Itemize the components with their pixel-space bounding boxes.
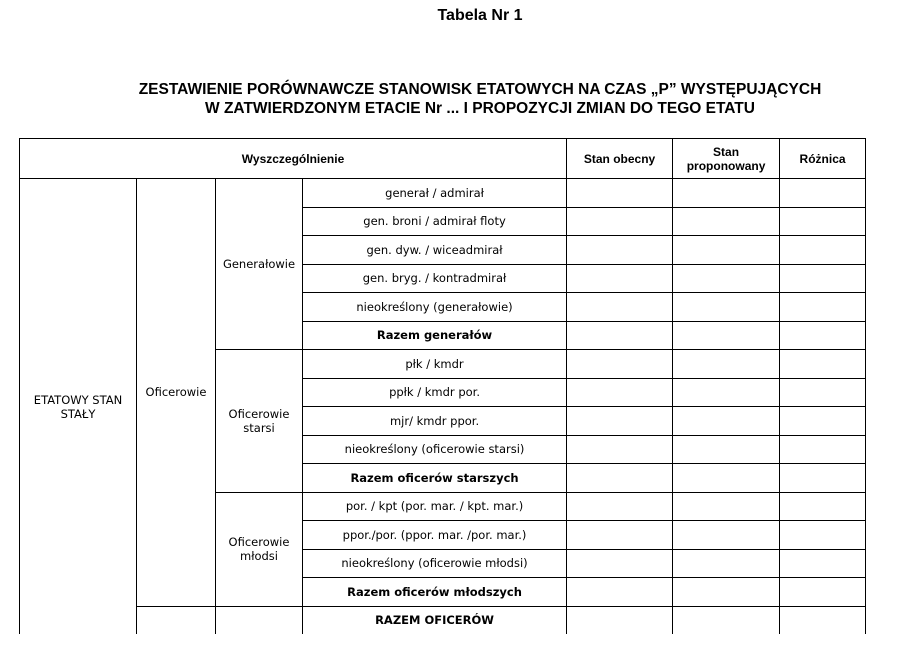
proposed-value-cell	[673, 321, 780, 350]
proposed-value-cell	[673, 549, 780, 578]
proposed-value-cell	[673, 264, 780, 293]
current-value-cell	[567, 321, 673, 350]
current-value-cell	[567, 521, 673, 550]
current-value-cell	[567, 293, 673, 322]
senior-officers-subtotal-label: Razem oficerów starszych	[303, 464, 567, 493]
difference-value-cell	[780, 321, 866, 350]
rank-label: generał / admirał	[303, 179, 567, 208]
proposed-value-cell	[673, 378, 780, 407]
difference-value-cell	[780, 492, 866, 521]
heading-line-1: ZESTAWIENIE PORÓWNAWCZE STANOWISK ETATOWYCH NA CZAS „P” WYSTĘPUJĄCYCH	[138, 81, 822, 98]
heading-line-2: W ZATWIERDZONYM ETACIE Nr ... I PROPOZYCJI ZMIAN DO TEGO ETATU	[205, 100, 755, 117]
rank-label: por. / kpt (por. mar. / kpt. mar.)	[303, 492, 567, 521]
difference-value-cell	[780, 549, 866, 578]
current-value-cell	[567, 549, 673, 578]
difference-value-cell	[780, 464, 866, 493]
current-value-cell	[567, 435, 673, 464]
current-value-cell	[567, 236, 673, 265]
proposed-value-cell	[673, 521, 780, 550]
current-value-cell	[567, 606, 673, 634]
proposed-value-cell	[673, 606, 780, 634]
proposed-value-cell	[673, 236, 780, 265]
current-value-cell	[567, 464, 673, 493]
current-value-cell	[567, 407, 673, 436]
current-value-cell	[567, 578, 673, 607]
rank-label: nieokreślony (oficerowie młodsi)	[303, 549, 567, 578]
difference-value-cell	[780, 264, 866, 293]
officers-column-continuation	[137, 606, 216, 634]
current-value-cell	[567, 378, 673, 407]
difference-value-cell	[780, 578, 866, 607]
proposed-value-cell	[673, 578, 780, 607]
proposed-value-cell	[673, 207, 780, 236]
column-header-difference: Różnica	[780, 139, 866, 179]
officers-total-label: RAZEM OFICERÓW	[303, 606, 567, 634]
difference-value-cell	[780, 606, 866, 634]
generals-group-label: Generałowie	[216, 179, 303, 350]
current-value-cell	[567, 350, 673, 379]
proposed-value-cell	[673, 464, 780, 493]
column-header-current: Stan obecny	[567, 139, 673, 179]
rank-label: ppłk / kmdr por.	[303, 378, 567, 407]
rank-label: gen. broni / admirał floty	[303, 207, 567, 236]
current-value-cell	[567, 264, 673, 293]
proposed-value-cell	[673, 350, 780, 379]
rank-label: nieokreślony (generałowie)	[303, 293, 567, 322]
column-header-proposed: Stan proponowany	[673, 139, 780, 179]
difference-value-cell	[780, 407, 866, 436]
senior-officers-group-label: Oficerowie starsi	[216, 350, 303, 493]
junior-officers-subtotal-label: Razem oficerów młodszych	[303, 578, 567, 607]
current-value-cell	[567, 207, 673, 236]
table-number-title: Tabela Nr 1	[437, 7, 523, 24]
rank-label: mjr/ kmdr ppor.	[303, 407, 567, 436]
junior-officers-group-label: Oficerowie młodsi	[216, 492, 303, 606]
current-value-cell	[567, 179, 673, 208]
rank-label: gen. dyw. / wiceadmirał	[303, 236, 567, 265]
column-header-spec: Wyszczególnienie	[20, 139, 567, 179]
rank-label: płk / kmdr	[303, 350, 567, 379]
rank-label: ppor./por. (ppor. mar. /por. mar.)	[303, 521, 567, 550]
difference-value-cell	[780, 293, 866, 322]
proposed-value-cell	[673, 293, 780, 322]
difference-value-cell	[780, 207, 866, 236]
header-row	[20, 139, 866, 179]
proposed-value-cell	[673, 435, 780, 464]
difference-value-cell	[780, 179, 866, 208]
rank-label: nieokreślony (oficerowie starsi)	[303, 435, 567, 464]
document-heading	[0, 80, 900, 118]
difference-value-cell	[780, 350, 866, 379]
difference-value-cell	[780, 521, 866, 550]
officers-group-label: Oficerowie	[137, 179, 216, 607]
difference-value-cell	[780, 435, 866, 464]
proposed-value-cell	[673, 179, 780, 208]
difference-value-cell	[780, 236, 866, 265]
proposed-value-cell	[673, 492, 780, 521]
generals-subtotal-label: Razem generałów	[303, 321, 567, 350]
staff-comparison-table	[19, 138, 866, 634]
empty-group-cell	[216, 606, 303, 634]
difference-value-cell	[780, 378, 866, 407]
proposed-value-cell	[673, 407, 780, 436]
table-row	[20, 606, 866, 634]
staff-category-label: ETATOWY STAN STAŁY	[20, 179, 137, 635]
table-row	[20, 179, 866, 208]
current-value-cell	[567, 492, 673, 521]
rank-label: gen. bryg. / kontradmirał	[303, 264, 567, 293]
